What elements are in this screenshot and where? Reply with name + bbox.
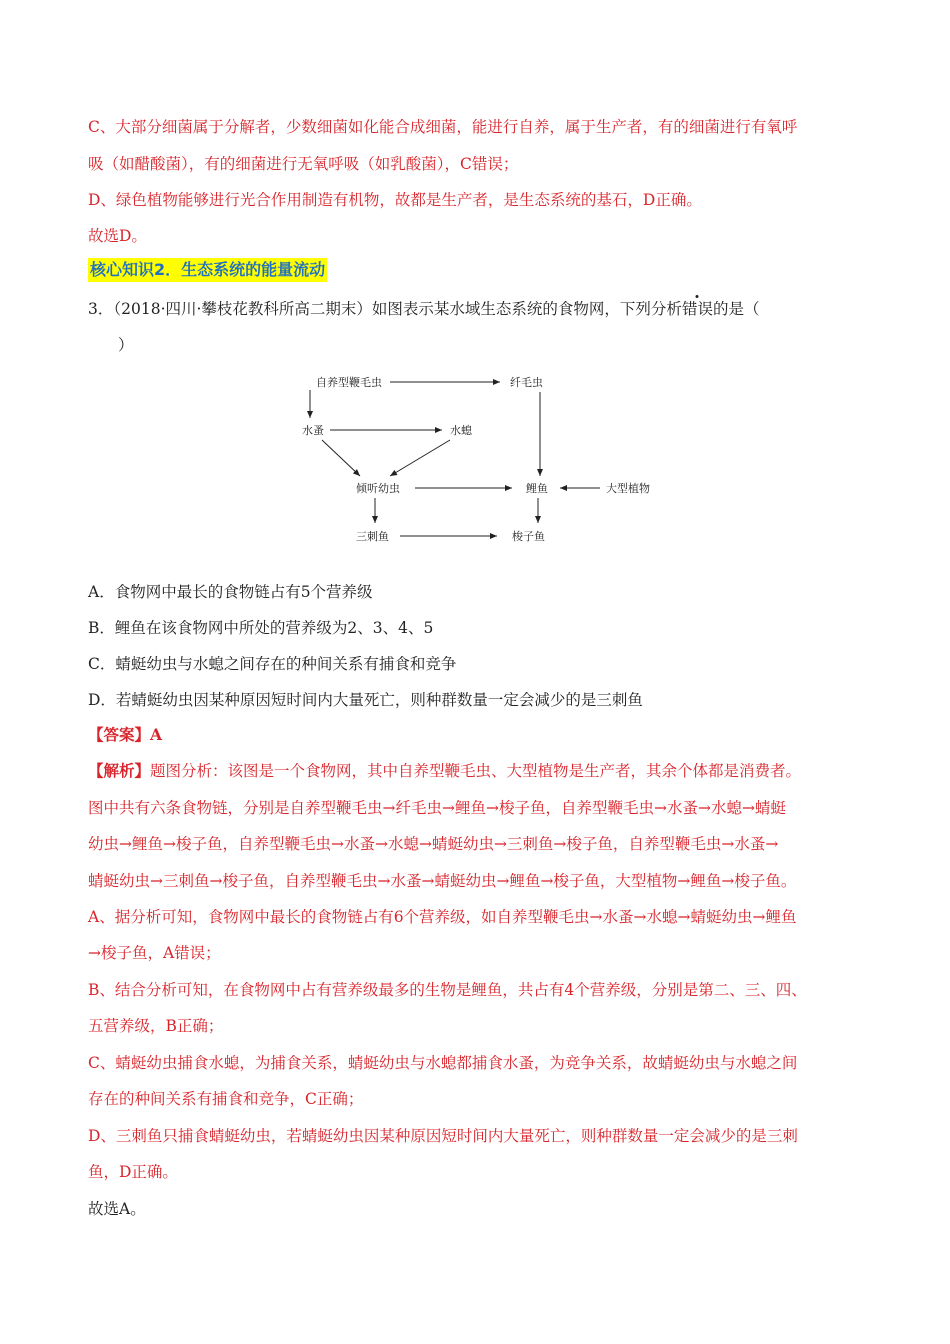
question-number: 3． bbox=[88, 300, 114, 318]
question-text-after: 的是（ bbox=[712, 300, 760, 318]
analysis-a-line1: A、据分析可知，食物网中最长的食物链占有6个营养级，如自养型鞭毛虫→水蚤→水螅→蜻蜓幼虫→鲤鱼 bbox=[88, 908, 797, 926]
node-hydra: 水螅 bbox=[450, 424, 472, 437]
question-text-before: （2018·四川·攀枝花教科所高二期末）如图表示某水域生态系统的食物网，下列分析 bbox=[113, 300, 682, 318]
prev-option-c-line1: C、大部分细菌属于分解者，少数细菌如化能合成细菌，能进行自养，属于生产者，有的细菌进行有氧呼 bbox=[88, 118, 798, 136]
analysis-line1 bbox=[88, 760, 880, 782]
analysis-conclusion: 故选A。 bbox=[88, 1200, 146, 1218]
option-b: B．鲤鱼在该食物网中所处的营养级为2、3、4、5 bbox=[88, 619, 434, 637]
node-pike: 梭子鱼 bbox=[512, 530, 545, 543]
prev-option-c-line2: 吸（如醋酸菌），有的细菌进行无氧呼吸（如乳酸菌），C错误； bbox=[88, 155, 519, 173]
answer-line bbox=[88, 724, 880, 746]
prev-conclusion: 故选D。 bbox=[88, 227, 147, 245]
arrow-waterflea-larva bbox=[322, 440, 360, 476]
analysis-d-line2: 鱼，D正确。 bbox=[88, 1163, 178, 1181]
analysis-c-line2: 存在的种间关系有捕食和竞争，C正确； bbox=[88, 1090, 364, 1108]
analysis-line2: 图中共有六条食物链，分别是自养型鞭毛虫→纤毛虫→鲤鱼→梭子鱼，自养型鞭毛虫→水蚤→水螅→蜻蜓 bbox=[88, 799, 786, 817]
option-a: A．食物网中最长的食物链占有5个营养级 bbox=[88, 583, 373, 601]
section-heading: 核心知识2．生态系统的能量流动 bbox=[88, 258, 327, 282]
analysis-c-line1: C、蜻蜓幼虫捕食水螅，为捕食关系，蜻蜓幼虫与水螅都捕食水蚤，为竞争关系，故蜻蜓幼虫与水螅之间 bbox=[88, 1054, 798, 1072]
analysis-line3: 幼虫→鲤鱼→梭子鱼，自养型鞭毛虫→水蚤→水螅→蜻蜓幼虫→三刺鱼→梭子鱼，自养型鞭毛虫→水蚤→ bbox=[88, 835, 779, 853]
analysis-b-line2: 五营养级，B正确； bbox=[88, 1017, 224, 1035]
analysis-d-line1: D、三刺鱼只捕食蜻蜓幼虫，若蜻蜓幼虫因某种原因短时间内大量死亡，则种群数量一定会减少的是三刺 bbox=[88, 1127, 798, 1145]
analysis-a-line2: →梭子鱼，A错误； bbox=[88, 944, 221, 962]
analysis-line4: 蜻蜓幼虫→三刺鱼→梭子鱼，自养型鞭毛虫→水蚤→蜻蜓幼虫→鲤鱼→梭子鱼，大型植物→鲤鱼→梭子鱼。 bbox=[88, 872, 797, 890]
node-ciliate: 纤毛虫 bbox=[510, 376, 543, 389]
node-stickleback: 三刺鱼 bbox=[356, 530, 389, 543]
arrow-hydra-larva bbox=[390, 440, 450, 476]
question-stem-line2: ） bbox=[118, 336, 134, 354]
food-web-diagram bbox=[290, 368, 670, 553]
analysis-line1-text: 题图分析：该图是一个食物网，其中自养型鞭毛虫、大型植物是生产者，其余个体都是消费者。 bbox=[150, 762, 802, 780]
node-dragonfly-larva: 倾听幼虫 bbox=[356, 482, 400, 495]
node-autotrophic-flagellate: 自养型鞭毛虫 bbox=[316, 376, 382, 389]
option-c: C．蜻蜓幼虫与水螅之间存在的种间关系有捕食和竞争 bbox=[88, 655, 457, 673]
node-large-plants: 大型植物 bbox=[606, 482, 650, 495]
answer-tag: 【答案】 bbox=[88, 725, 151, 744]
answer-value: A bbox=[150, 725, 163, 744]
node-carp: 鲤鱼 bbox=[526, 482, 548, 495]
prev-option-d-line: D、绿色植物能够进行光合作用制造有机物，故都是生产者，是生态系统的基石，D正确。 bbox=[88, 191, 702, 209]
question-emphasis: 错误 bbox=[681, 300, 713, 318]
node-water-flea: 水蚤 bbox=[302, 424, 324, 437]
analysis-b-line1: B、结合分析可知，在食物网中占有营养级最多的生物是鲤鱼，共占有4个营养级，分别是第二、三、四、 bbox=[88, 981, 807, 999]
analysis-tag: 【解析】 bbox=[88, 761, 151, 780]
option-d: D．若蜻蜓幼虫因某种原因短时间内大量死亡，则种群数量一定会减少的是三刺鱼 bbox=[88, 691, 643, 709]
question-stem bbox=[88, 298, 880, 320]
